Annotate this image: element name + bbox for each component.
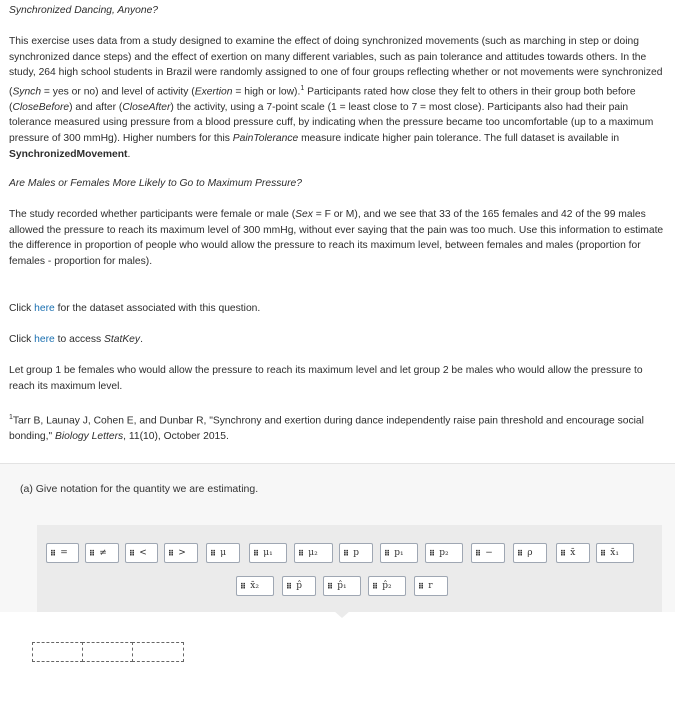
tile-p[interactable]: ⠿ p (339, 543, 373, 563)
drag-handle-icon: ⠿ (129, 548, 136, 558)
footnote-ref: 1 (300, 84, 305, 92)
tile-mu2[interactable]: ⠿ μ₂ (294, 543, 333, 563)
tile-xbar1[interactable]: ⠿ x̄₁ (596, 543, 634, 563)
drag-handle-icon: ⠿ (327, 581, 334, 591)
tile-equals[interactable]: ⠿ = (46, 543, 79, 563)
drag-handle-icon: ⠿ (286, 581, 293, 591)
part-a-prompt: (a) Give notation for the quantity we are estimating. (20, 483, 259, 495)
tile-less-than[interactable]: ⠿ < (125, 543, 158, 563)
study-paragraph: The study recorded whether participants were female or male (Sex = F or M), and we see that 33 of the 165 females and 42 of the 99 males allowed the pressure to reach its maximum level of 300 mmHg, without ever saying that the pain was too much. Use this information to estimate the difference in proportion of people who would allow the pressure to reach its maximum level, between females and males (proportion for females - proportion for males). (9, 209, 664, 267)
drop-slot-3[interactable] (132, 642, 184, 662)
page-title: Synchronized Dancing, Anyone? (9, 5, 159, 16)
intro-paragraph: This exercise uses data from a study designed to examine the effect of doing synchronized movements (such as marching in step or doing synchronized dance steps) and the effect of exertion on many different variables, such as pain tolerance and attitudes towards others. In the study, 264 high school students in Brazil were randomly assigned to one of four groups reflecting whether or not movements were synchronized (Synch = yes or no) and level of activity (Exertion = high or low).$^1$ Participants rated how close they felt to others in their group both before (CloseBefore) and after (CloseAfter) the activity, using a 7-point scale (1 = least close to 7 = most close). Participants also had their pain tolerance measured using pressure from a blood pressure cuff, by indicating when the pressure became too uncomfortable (up to a maximum pressure of 300 mmHg). Higher numbers for this PainTolerance measure indicate higher pain tolerance. The full dataset is available in SynchronizedMovement. (9, 36, 663, 160)
tile-mu[interactable]: ⠿ μ (206, 543, 240, 563)
drag-handle-icon: ⠿ (240, 581, 247, 591)
tile-rho[interactable]: ⠿ ρ (513, 543, 547, 563)
drag-handle-icon: ⠿ (89, 548, 96, 558)
drag-handle-icon: ⠿ (210, 548, 217, 558)
tile-greater-than[interactable]: ⠿ > (164, 543, 198, 563)
drag-handle-icon: ⠿ (372, 581, 379, 591)
drag-handle-icon: ⠿ (50, 548, 57, 558)
drag-handle-icon: ⠿ (168, 548, 175, 558)
statkey-link[interactable]: here (34, 334, 55, 345)
tile-minus[interactable]: ⠿ − (471, 543, 505, 563)
drag-handle-icon: ⠿ (418, 581, 425, 591)
statkey-link-line: Click here to access StatKey. (9, 334, 143, 345)
dataset-name: SynchronizedMovement (9, 148, 128, 160)
palette-pointer (334, 611, 350, 618)
dataset-link[interactable]: here (34, 303, 55, 314)
tile-mu1[interactable]: ⠿ μ₁ (249, 543, 287, 563)
drop-slot-1[interactable] (32, 642, 83, 662)
tile-xbar[interactable]: ⠿ x̄ (556, 543, 590, 563)
drag-handle-icon: ⠿ (343, 548, 350, 558)
tile-p2[interactable]: ⠿ p₂ (425, 543, 463, 563)
drag-handle-icon: ⠿ (253, 548, 260, 558)
tile-p1[interactable]: ⠿ p₁ (380, 543, 418, 563)
tile-xbar2[interactable]: ⠿ x̄₂ (236, 576, 274, 596)
drag-handle-icon: ⠿ (600, 548, 607, 558)
drag-handle-icon: ⠿ (560, 548, 567, 558)
drop-slot-2[interactable] (82, 642, 133, 662)
drag-handle-icon: ⠿ (429, 548, 436, 558)
drag-handle-icon: ⠿ (384, 548, 391, 558)
tile-not-equal[interactable]: ⠿ ≠ (85, 543, 119, 563)
notation-palette (37, 525, 662, 612)
answer-area (0, 463, 675, 701)
tile-r[interactable]: ⠿ r (414, 576, 448, 596)
drag-handle-icon: ⠿ (517, 548, 524, 558)
tile-phat[interactable]: ⠿ p̂ (282, 576, 316, 596)
drag-handle-icon: ⠿ (475, 548, 482, 558)
drag-handle-icon: ⠿ (298, 548, 305, 558)
tile-phat2[interactable]: ⠿ p̂₂ (368, 576, 406, 596)
question-heading: Are Males or Females More Likely to Go to Maximum Pressure? (9, 178, 302, 189)
group-definition: Let group 1 be females who would allow the pressure to reach its maximum level and let group 2 be males who would allow the pressure to reach its maximum level. (9, 365, 643, 392)
footnote: $^1$Tarr B, Launay J, Cohen E, and Dunbar R, "Synchrony and exertion during dance independently raise pain threshold and encourage social bonding," Biology Letters, 11(10), October 2015. (9, 414, 644, 443)
answer-workspace (0, 612, 675, 701)
tile-phat1[interactable]: ⠿ p̂₁ (323, 576, 361, 596)
dataset-link-line: Click here for the dataset associated with this question. (9, 303, 261, 314)
